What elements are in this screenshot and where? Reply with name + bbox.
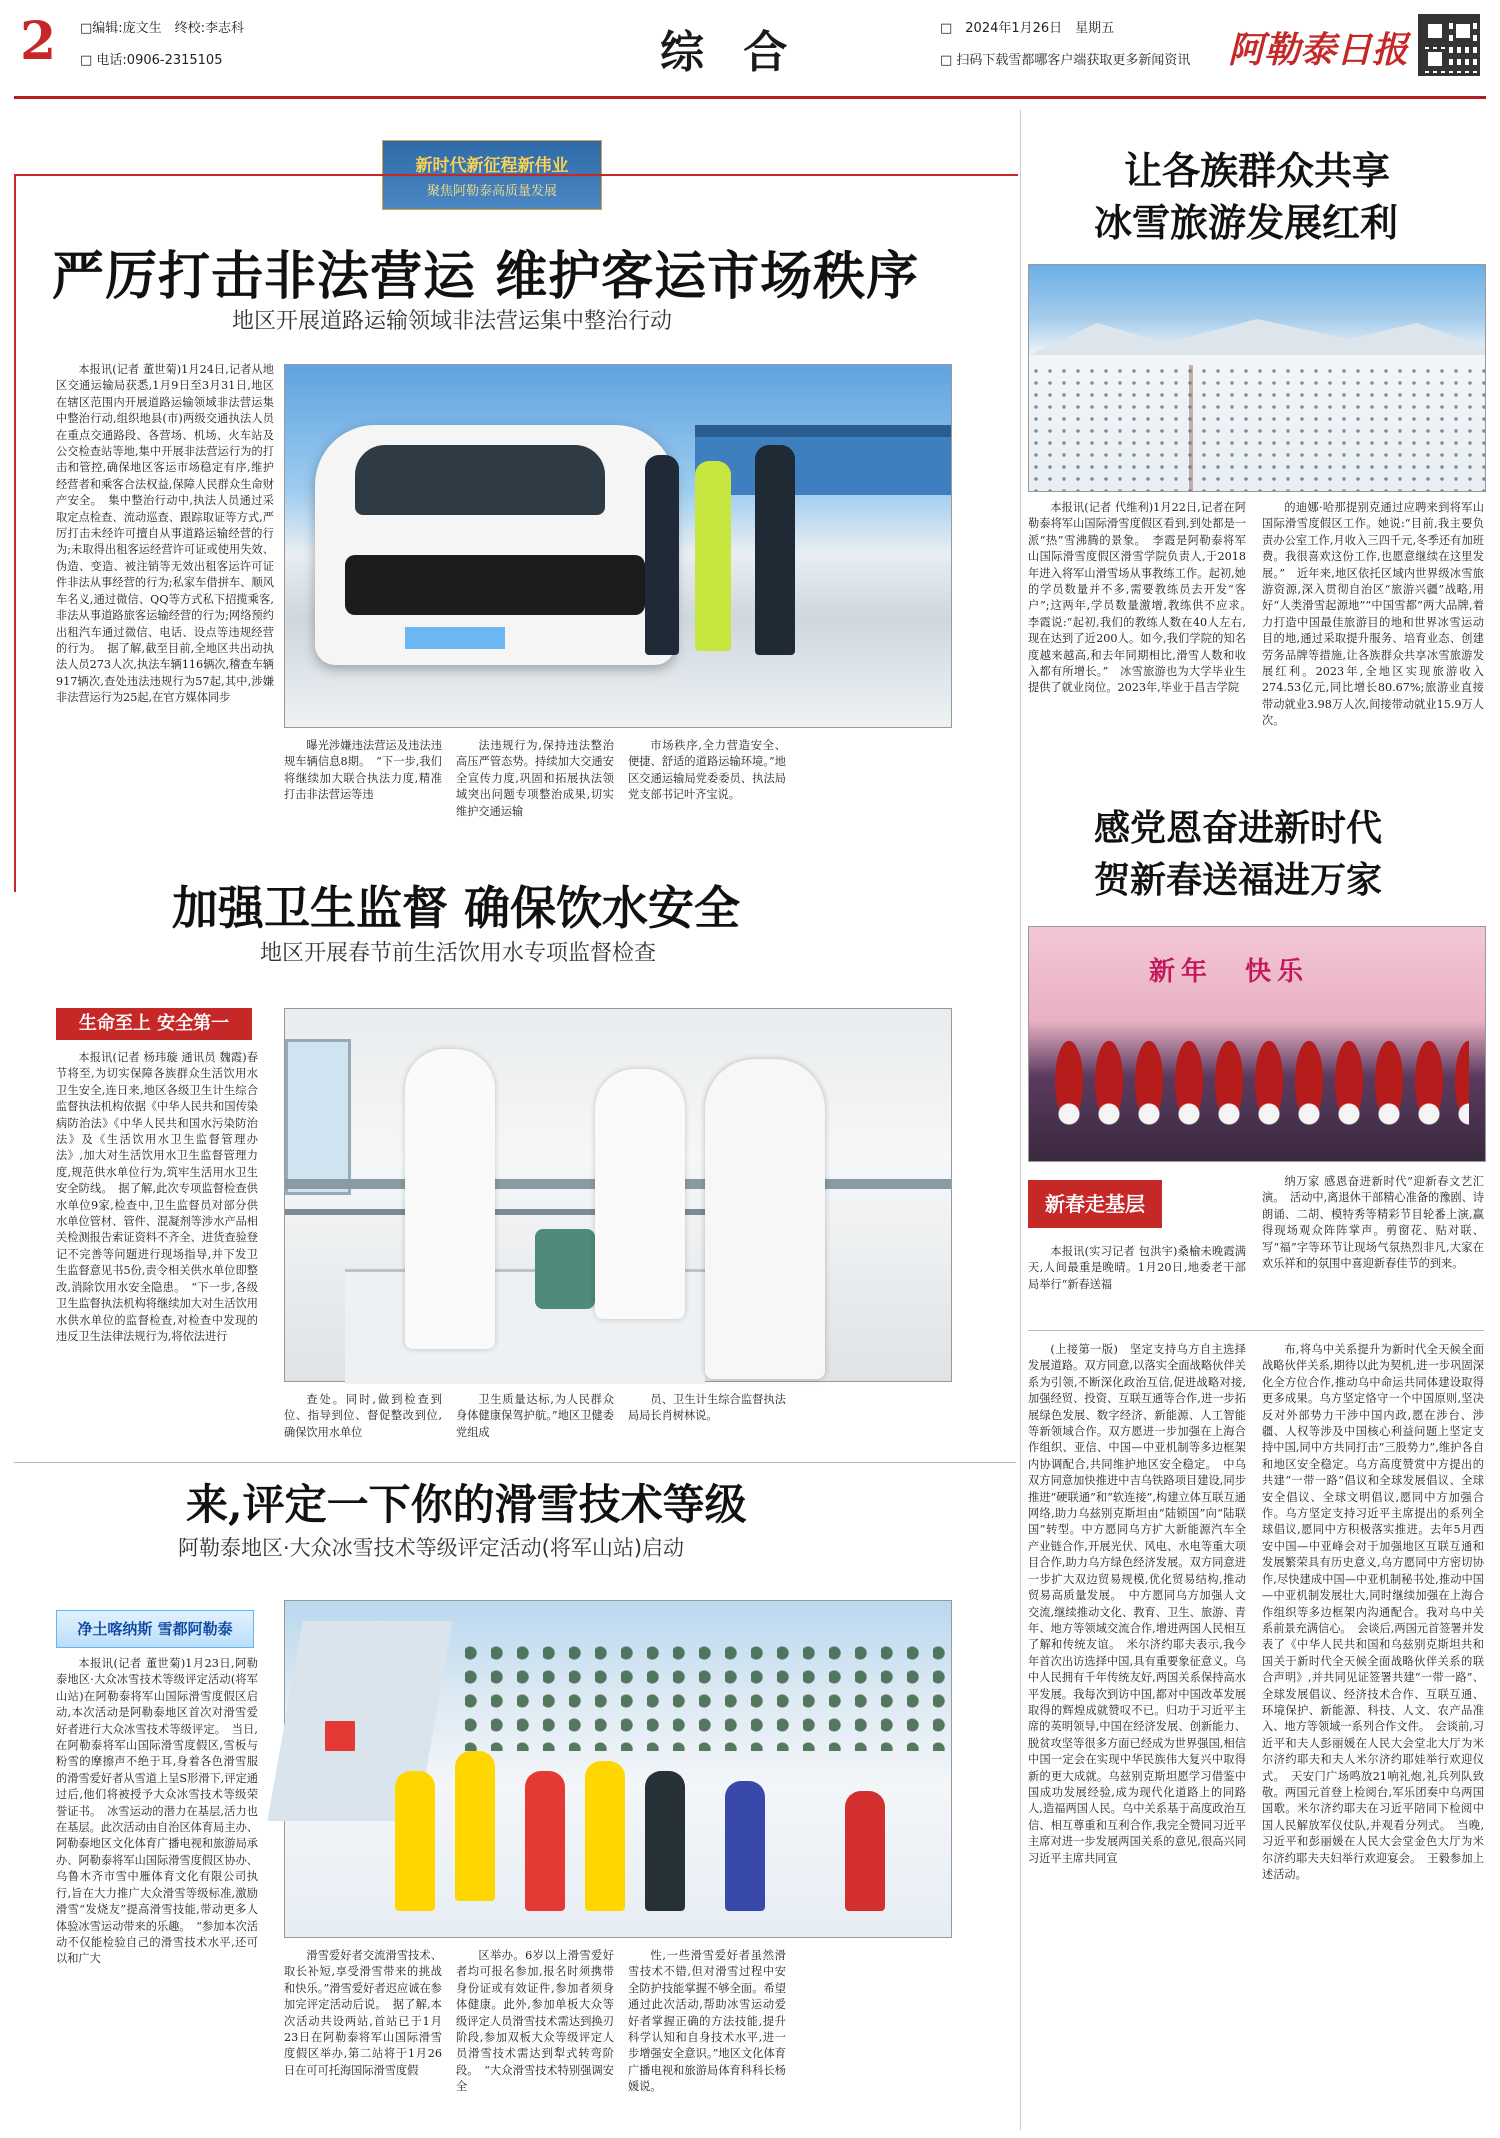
article4-title-line1: 让各族群众共享 xyxy=(1124,148,1391,193)
article2-col4: 员、卫生计生综合监督执法局局长肖树林说。 xyxy=(628,1393,786,1423)
editor-line: □编辑:庞文生 终校:李志科 xyxy=(80,21,245,36)
article3-col2: 滑雪爱好者交流滑雪技术、取长补短,享受滑雪带来的挑战和快乐。”滑雪爱好者迟应诚在参加完评定活动后说。 据了解,本次活动共设两站,首站已于1月23日在阿勒泰将军山国际滑雪度假区举办,第二站将于1月26日在可可托海国际滑雪度假 xyxy=(284,1949,442,2077)
article3-col1: 本报讯(记者 董世菊)1月23日,阿勒泰地区·大众冰雪技术等级评定活动(将军山站)在阿勒泰将军山国际滑雪度假区启动,本次活动是阿勒泰地区首次对滑雪爱好者进行大众冰雪技术等级评定。 当日,在阿勒泰将军山国际滑雪度假区,雪板与粉雪的摩擦声不绝于耳,身着各色滑雪服的滑雪爱好者从雪道上呈S形滑下,评定通过后,他们将被授予大众冰雪技术等级荣誉证书。 冰雪运动的潜力在基层,活力也在基层。此次活动由自治区体育局主办、阿勒泰地区文化体育广播电视和旅游局承办、阿勒泰将军山国际滑雪度假区协办、乌鲁木齐市雪中雁体育文化有限公司执行,旨在大力推广大众滑雪等级标准,激励滑雪“发烧友”提高滑雪技能,带动更多人体验冰雪运动带来的乐趣。 “参加本次活动不仅能检验自己的滑雪技术水平,还可以和广大 xyxy=(56,1657,258,1966)
article2-col3: 卫生质量达标,为人民群众身体健康保驾护航。”地区卫健委党组成 xyxy=(456,1393,614,1439)
qr-code-icon[interactable] xyxy=(1418,14,1480,76)
article3-rule xyxy=(14,1462,1016,1463)
stage-banner-text: 新年 快乐 xyxy=(1149,957,1310,987)
article5-title-line1: 感党恩奋进新时代 xyxy=(1094,807,1383,849)
article5-col1: 本报讯(实习记者 包洪宇)桑榆未晚霞满天,人间最重是晚晴。1月20日,地委老干部局举行“新春送福 xyxy=(1028,1245,1246,1291)
article2-subtitle: 地区开展春节前生活饮用水专项监督检查 xyxy=(260,941,657,966)
column-divider xyxy=(1020,110,1021,2130)
article3-title: 来,评定一下你的滑雪技术等级 xyxy=(186,1480,747,1529)
article5-banner: 新春走基层 xyxy=(1028,1180,1162,1228)
page-number: 2 xyxy=(20,11,57,72)
article1-col3: 法违规行为,保持违法整治高压严管态势。持续加大交通安全宣传力度,巩固和拓展执法领域突出问题专项整治成果,切实维护交通运输 xyxy=(456,739,614,818)
article1-title: 严厉打击非法营运 维护客运市场秩序 xyxy=(52,246,920,307)
app-line: □ 扫码下载雪都哪客户端获取更多新闻资讯 xyxy=(940,53,1191,68)
article4-title-line2: 冰雪旅游发展红利 xyxy=(1094,200,1399,245)
article2-photo xyxy=(284,1008,952,1382)
article3-col4: 性,一些滑雪爱好者虽然滑雪技术不错,但对滑雪过程中安全防护技能掌握不够全面。希望通过此次活动,帮助冰雪运动爱好者掌握正确的方法技能,提升科学认知和自身技术水平,进一步增强安全意识。”地区文化体育广播电视和旅游局体育科科长杨媛说。 xyxy=(628,1949,786,2094)
article1-col4: 市场秩序,全力营造安全、便捷、舒适的道路运输环境。”地区交通运输局党委委员、执法局党支部书记叶齐宝说。 xyxy=(628,739,786,802)
article2-col1: 本报讯(记者 杨玮璇 通讯员 魏霞)春节将至,为切实保障各族群众生活饮用水卫生安全,连日来,地区各级卫生计生综合监督执法机构依据《中华人民共和国传染病防治法》《中华人民共和国水污染防治法》及《生活饮用水卫生监督管理办法》,加大对生活饮用水卫生监督管理力度,规范供水单位行为,筑牢生活用水卫生安全防线。 据了解,此次专项监督检查供水单位9家,检查中,卫生监督员对部分供水单位管材、管件、混凝剂等涉水产品相关检测报告索证资料不齐全、进货查验登记不完善等问题进行现场指导,并下发卫生监督意见书5份,责令相关供水单位即整改,消除饮用水安全隐患。 “下一步,各级卫生监督执法机构将继续加大对生活饮用水供水单位的监督检查,对检查中发现的违反卫生法律法规行为,将依法进行 xyxy=(56,1051,258,1343)
article6-col2: 布,将乌中关系提升为新时代全天候全面战略伙伴关系,期待以此为契机,进一步巩固深化全方位合作,推动乌中命运共同体建设取得更多成果。乌方坚定恪守一个中国原则,坚决反对外部势力干涉中国内政,愿在涉台、涉疆、人权等涉及中国核心利益问题上坚定支持中国,同中方共同打击“三股势力”,维护各自和地区安全稳定。乌方高度赞赏中方提出的共建“一带一路”倡议和全球发展倡议、全球安全倡议、全球文明倡议,愿同中方加强合作。乌方坚定支持习近平主席提出的系列全球倡议,愿同中方积极落实推进。去年5月西安中国—中亚峰会对于加强地区互联互通和发展繁荣具有历史意义,乌方愿同中方密切协作,尽快建成中国—中亚机制秘书处,推动中国—中亚机制发展壮大,同时继续加强在上海合作组织等多边框架内沟通配合。我对乌中关系前景充满信心。 会谈后,两国元首签署并发表了《中华人民共和国和乌兹别克斯坦共和国关于新时代全天候全面战略伙伴关系的联合声明》,并共同见证签署共建“一带一路”、全球发展倡议、经济技术合作、互联互通、环境保护、新能源、科技、人文、农产品准入、地方等领域一系列合作文件。 会谈前,习近平和夫人彭丽媛在人民大会堂北大厅为米尔济约耶夫和夫人米尔济约耶娃举行欢迎仪式。 天安门广场鸣放21响礼炮,礼兵列队致敬。两国元首登上检阅台,军乐团奏中乌两国国歌。米尔济约耶夫在习近平陪同下检阅中国人民解放军仪仗队,并观看分列式。 当晚,习近平和彭丽媛在人民大会堂金色大厅为米尔济约耶夫夫妇举行欢迎宴会。 王毅参加上述活动。 xyxy=(1262,1343,1484,1881)
article5-col2: 纳万家 感恩奋进新时代”迎新春文艺汇演。 活动中,离退休干部精心准备的豫剧、诗朗诵、二胡、模特秀等精彩节目轮番上演,赢得现场观众阵阵掌声。剪窗花、贴对联、写“福”字等环节让现场气氛热烈非凡,大家在欢乐祥和的氛围中喜迎新春佳节的到来。 xyxy=(1262,1175,1484,1271)
article3-banner: 净土喀纳斯 雪都阿勒泰 xyxy=(56,1610,254,1648)
header-rule xyxy=(14,96,1486,99)
article1-col1: 本报讯(记者 董世菊)1月24日,记者从地区交通运输局获悉,1月9日至3月31日,地区在辖区范围内开展道路运输领域非法营运集中整治行动,组织地县(市)两级交通执法人员在重点交通路段、各营场、机场、火车站及公交检查站等地,集中开展非法营运行为的打击和管控,确保地区客运市场稳定有序,维护经营者和乘客合法权益,保障人民群众生命财产安全。 集中整治行动中,执法人员通过采取定点检查、流动巡查、跟踪取证等方式,严厉打击未经许可擅自从事道路运输经营的行为;未取得出租客运经营许可证或使用失效、伪造、变造、被注销等无效出租客运许可证件非法从事经营的行为;私家车借拼车、顺风车名义,通过微信、QQ等方式私下招揽乘客,非法从事道路旅客运输经营的行为;网络预约出租汽车通过微信、电话、设点等违规经营的行为。 据了解,截至目前,全地区共出动执法人员273人次,执法车辆116辆次,稽查车辆917辆次,查处违法违规行为57起,其中,涉嫌非法营运行为25起,在官方媒体同步 xyxy=(56,363,274,705)
masthead-logo: 阿勒泰日报 xyxy=(1228,29,1409,71)
article5-photo xyxy=(1028,926,1486,1162)
article1-col2: 曝光涉嫌违法营运及违法违规车辆信息8期。 “下一步,我们将继续加大联合执法力度,精准打击非法营运等违 xyxy=(284,739,442,802)
section-title: 综 合 xyxy=(660,27,800,78)
article2-col2: 查处。同时,做到检查到位、指导到位、督促整改到位,确保饮用水单位 xyxy=(284,1393,442,1439)
kicker-top: 新时代新征程新伟业 xyxy=(415,156,569,176)
article2-title: 加强卫生监督 确保饮水安全 xyxy=(172,881,741,935)
article3-subtitle: 阿勒泰地区·大众冰雪技术等级评定活动(将军山站)启动 xyxy=(178,1536,685,1560)
article4-photo xyxy=(1028,264,1486,492)
article3-col3: 区举办。6岁以上滑雪爱好者均可报名参加,报名时须携带身份证或有效证件,参加者须身体健康。此外,参加单板大众等级评定人员滑雪技术需达到换刃阶段,参加双板大众等级评定人员滑雪技术需达到犁式转弯阶段。 “大众滑雪技术特别强调安全 xyxy=(456,1949,614,2094)
article4-col2: 的迪娜·哈那提别克通过应聘来到将军山国际滑雪度假区工作。她说:“目前,我主要负责办公室工作,月收入三四千元,冬季还有加班费。我很喜欢这份工作,也愿意继续在这里发展。” 近年来,地区依托区域内世界级冰雪旅游资源,深入贯彻自治区“旅游兴疆”战略,用好“人类滑雪起源地”“中国雪都”两大品牌,着力打造中国最佳旅游目的地和世界冰雪运动目的地,通过采取提升服务、培育业态、创建劳务品牌等措施,让各族群众共享冰雪旅游发展红利。2023年,全地区实现旅游收入274.53亿元,同比增长80.67%;旅游业直接带动就业3.98万人次,间接带动就业15.9万人次。 xyxy=(1262,501,1484,728)
kicker-bottom: 聚焦阿勒泰高质量发展 xyxy=(426,184,557,199)
article1-subtitle: 地区开展道路运输领域非法营运集中整治行动 xyxy=(232,309,673,334)
article6-col1: (上接第一版) 坚定支持乌方自主选择发展道路。双方同意,以落实全面战略伙伴关系为引领,不断深化政治互信,促进战略对接,加强经贸、投资、互联互通等合作,进一步拓展绿色发展、数字经济、新能源、人工智能等新领域合作。双方愿进一步加强在上海合作组织、亚信、中国—中亚机制等多边框架内协调配合,共同维护地区安全稳定。 中乌双方同意加快推进中吉乌铁路项目建设,同步推进“硬联通”和“软连接”,构建立体互联互通网络,助力乌兹别克斯坦由“陆锁国”向“陆联国”转型。中方愿同乌方扩大新能源汽车全产业链合作,开展光伏、风电、水电等重大项目合作,助力乌方绿色经济发展。双方同意进一步扩大双边贸易规模,优化贸易结构,推动贸易高质量发展。 中方愿同乌方加强人文交流,继续推动文化、教育、卫生、旅游、青年、地方等领域交流合作,增进两国人民相互了解和传统友谊。 米尔济约耶夫表示,我今年首次出访选择中国,具有重要象征意义。乌中人民拥有千年传统友好,两国关系保持高水平发展。我每次到访中国,都对中国改革发展取得的辉煌成就赞叹不已。归功于习近平主席的英明领导,中国在经济发展、创新能力、脱贫攻坚等很多方面已经成为世界强国,相信中国一定会在实现中华民族伟大复兴中取得新的更大成就。乌兹别克斯坦愿学习借鉴中国成功发展经验,成为现代化道路上的同路人,造福两国人民。乌中关系基于高度政治互信、相互尊重和互利合作,我完全赞同习近平主席对进一步发展两国关系的意见,很高兴同习近平主席共同宣 xyxy=(1028,1343,1246,1865)
article2-banner: 生命至上 安全第一 xyxy=(56,1008,252,1040)
article4-col1: 本报讯(记者 代维利)1月22日,记者在阿勒泰将军山国际滑雪度假区看到,到处都是一派“热”雪沸腾的景象。 李霞是阿勒泰将军山国际滑雪度假区滑雪学院负责人,于2018年进入将军山滑雪场从事教练工作。起初,她的学员数量并不多,需要教练员去开发“客户”;这两年,学员数量激增,教练供不应求。 李霞说:“起初,我们的教练人数在40人左右,现在达到了近200人。如今,我们学院的知名度越来越高,和去年同期相比,滑雪人数和收入都有所增长。” 冰雪旅游也为大学毕业生提供了就业岗位。2023年,毕业于昌吉学院 xyxy=(1028,501,1258,695)
phone-line: □ 电话:0906-2315105 xyxy=(80,53,223,68)
article5-title-line2: 贺新春送福进万家 xyxy=(1094,859,1383,901)
date-line: □ 2024年1月26日 星期五 xyxy=(940,21,1115,36)
article6-rule xyxy=(1028,1330,1484,1331)
article3-photo xyxy=(284,1600,952,1938)
article1-photo xyxy=(284,364,952,728)
